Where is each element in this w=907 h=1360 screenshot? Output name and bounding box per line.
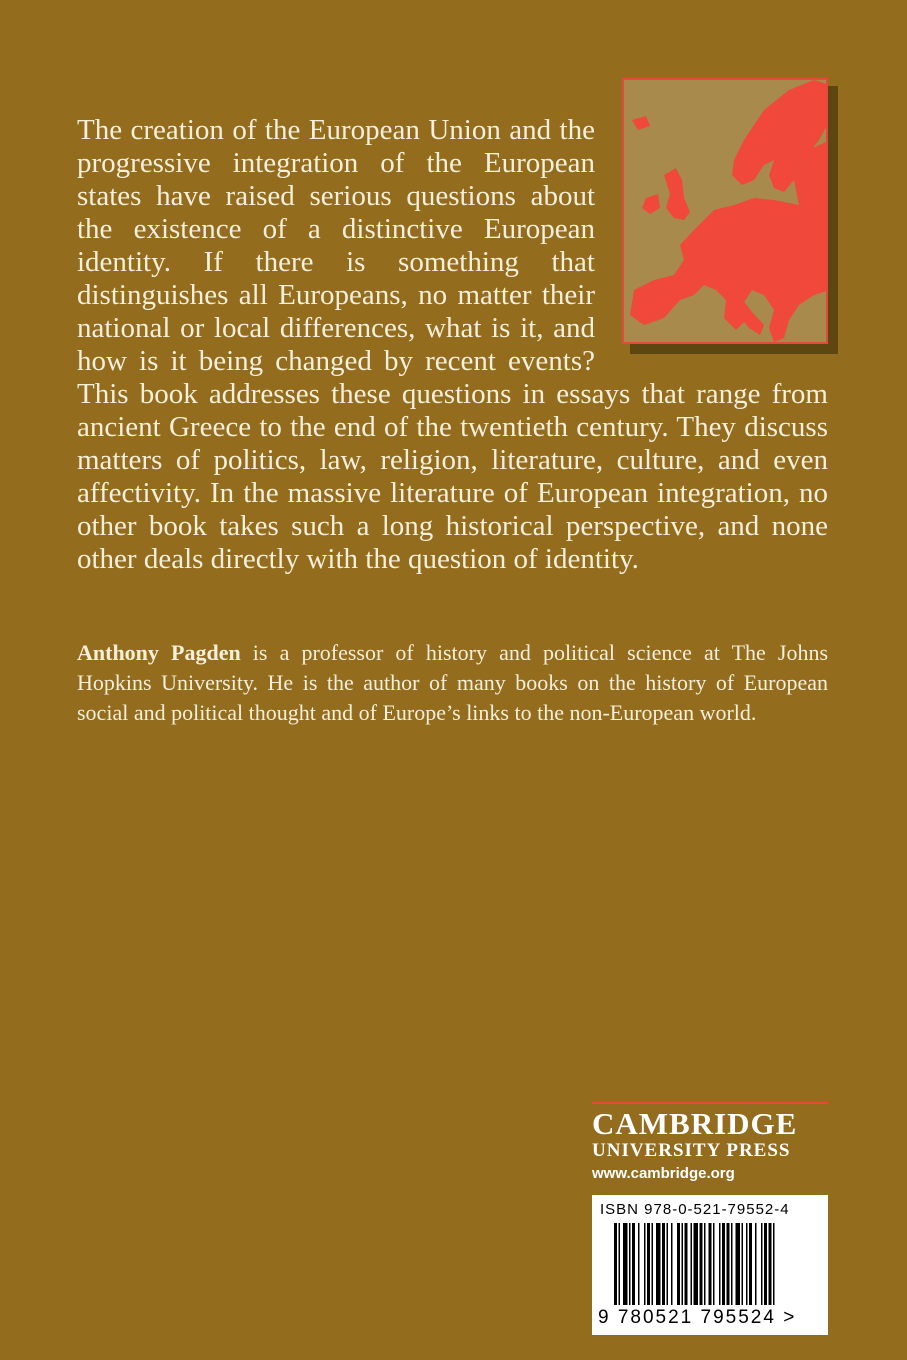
publisher-block: [592, 1102, 828, 1182]
publisher-name: CAMBRIDGE: [592, 1106, 798, 1141]
author-bio: [77, 638, 828, 728]
author-bio-text: is a professor of history and political science at The Johns Hopkins University. He is the author of many books on the history of European social and political thought and of Europe’s links to the non-European world.: [77, 640, 828, 725]
blurb-text: The creation of the European Union and the progressive integration of the European states have raised serious questions about the existence of a distinctive European identity. If there is something that distinguishes all Europeans, no matter their national or local differences, what is it, and how is it being changed by recent events? This book addresses these questions in essays that range from ancient Greece to the end of the twentieth century. They discuss matters of politics, law, religion, literature, culture, and even affectivity. In the massive literature of European integration, no other book takes such a long historical perspective, and none other deals directly with the question of identity.: [77, 114, 828, 575]
author-name: Anthony Pagden: [77, 640, 241, 665]
isbn-label: ISBN 978-0-521-79552-4: [600, 1201, 790, 1218]
publisher-subtitle: UNIVERSITY PRESS: [592, 1140, 791, 1161]
barcode: [592, 1195, 828, 1335]
publisher-url: www.cambridge.org: [592, 1165, 735, 1182]
map-wrap-spacer: [595, 114, 828, 349]
barcode-digits: 9 780521 795524 >: [598, 1307, 797, 1328]
blurb-paragraph: [77, 114, 828, 576]
barcode-bars: [600, 1223, 820, 1307]
